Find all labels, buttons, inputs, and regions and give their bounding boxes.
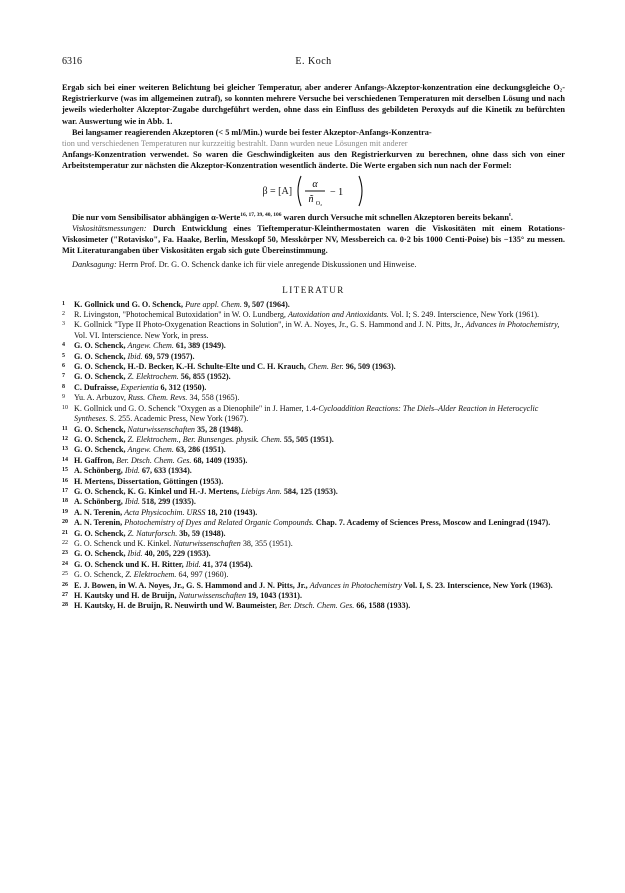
reference-number: 28 bbox=[62, 602, 68, 609]
reference-number: 10 bbox=[62, 404, 68, 411]
reference-item: 1 K. Gollnick und G. O. Schenck, Pure appl. Chem. 9, 507 (1964). bbox=[62, 299, 290, 309]
reference-item: 6 G. O. Schenck, H.-D. Becker, K.-H. Schulte-Elte und C. H. Krauch, Chem. Ber. 96, 509 (1963). bbox=[62, 362, 396, 372]
reference-item: 14 H. Gaffron, Ber. Dtsch. Chem. Ges. 68, 1409 (1935). bbox=[62, 455, 248, 465]
reference-item: 18 A. Schönberg, Ibid. 518, 299 (1935). bbox=[62, 497, 196, 507]
reference-journal: Ibid. bbox=[124, 497, 140, 507]
reference-number: 15 bbox=[62, 467, 68, 474]
reference-journal: Acta Physicochim. URSS bbox=[124, 507, 206, 517]
reference-item: 3 K. Gollnick "Type II Photo-Oxygenation Reactions in Solution", in W. A. Noyes, Jr., G. S. Hammond and J. N. Pitts, Jr., Advances in Photochemistry, Vol. VI. Interscience. New York, in press. bbox=[62, 320, 560, 340]
reference-item: 15 A. Schönberg, Ibid. 67, 633 (1934). bbox=[62, 466, 192, 476]
reference-journal: Z. Naturforsch. bbox=[127, 528, 178, 538]
reference-number: 27 bbox=[62, 592, 68, 599]
formula-denominator-subscript: O₂ bbox=[315, 201, 322, 208]
reference-item: 2 R. Livingston, "Photochemical Butoxidation" in W. O. Lundberg, Autoxidation and Antioxidants. Vol. I; S. 249. Interscience, New York (1961). bbox=[62, 310, 540, 320]
reference-number: 1 bbox=[62, 300, 65, 307]
reference-journal: Chem. Ber. bbox=[307, 362, 344, 372]
reference-item: 22 G. O. Schenck und K. Kinkel. Naturwissenschaften 38, 355 (1951). bbox=[62, 538, 293, 548]
reference-number: 26 bbox=[62, 581, 68, 588]
reference-journal: Experientia bbox=[120, 382, 159, 392]
reference-item: 23 G. O. Schenck, Ibid. 40, 205, 229 (1953). bbox=[62, 549, 211, 559]
formula-minus-one: − 1 bbox=[329, 187, 343, 199]
reference-number: 3 bbox=[62, 321, 65, 328]
formula bbox=[62, 174, 565, 210]
reference-item: 16 H. Mertens, Dissertation, Göttingen (1953). bbox=[62, 476, 224, 486]
reference-item: 9 Yu. A. Arbuzov, Russ. Chem. Revs. 34, 558 (1965). bbox=[62, 393, 240, 403]
paragraph-2: Bei langsamer reagierenden Akzeptoren (< 5 ml/Min.) wurde bei fester Akzeptor-Anfangs-Konzentra- bbox=[72, 127, 432, 137]
reference-item: 7 G. O. Schenck, Z. Elektrochem. 56, 855 (1952). bbox=[62, 372, 231, 382]
reference-journal: Pure appl. Chem. bbox=[185, 299, 242, 309]
reference-journal: Z. Elektrochem. bbox=[127, 372, 179, 382]
reference-journal: Advances in Photochemistry, bbox=[465, 320, 560, 330]
reference-number: 5 bbox=[62, 352, 65, 359]
reference-journal: Autoxidation and Antioxidants. bbox=[287, 310, 389, 320]
reference-journal: Ber. Dtsch. Chem. Ges. bbox=[279, 601, 355, 611]
reference-number: 12 bbox=[62, 435, 68, 442]
reference-item: 13 G. O. Schenck, Angew. Chem. 63, 286 (1951). bbox=[62, 445, 226, 455]
reference-item: 20 A. N. Terenin, Photochemistry of Dyes and Related Organic Compounds. Chap. 7. Academy of Sciences Press, Moscow and Leningrad (1947). bbox=[62, 518, 551, 528]
reference-number: 17 bbox=[62, 487, 68, 494]
reference-item: 26 E. J. Bowen, in W. A. Noyes, Jr., G. S. Hammond and J. N. Pitts, Jr., Advances in Photochemistry Vol. I, S. 23. Interscience, New York (1963). bbox=[62, 580, 553, 590]
reference-number: 24 bbox=[62, 560, 68, 567]
formula-numerator: α bbox=[311, 179, 318, 191]
reference-number: 2 bbox=[62, 311, 65, 318]
reference-item: 19 A. N. Terenin, Acta Physicochim. URSS 18, 210 (1943). bbox=[62, 507, 258, 517]
literature-title: LITERATUR bbox=[282, 284, 345, 295]
reference-journal: Advances in Photochemistry bbox=[309, 580, 402, 590]
reference-journal: Ibid. bbox=[127, 351, 143, 361]
running-head-author: E. Koch bbox=[295, 56, 332, 67]
reference-journal: Ibid. bbox=[185, 559, 201, 569]
reference-item: 28 H. Kautsky, H. de Bruijn, R. Neuwirth und W. Baumeister, Ber. Dtsch. Chem. Ges. 66, 1588 (1933). bbox=[62, 601, 411, 611]
reference-item: 27 H. Kautsky und H. de Bruijn, Naturwissenschaften 19, 1043 (1931). bbox=[62, 591, 303, 601]
reference-journal: Angew. Chem. bbox=[127, 445, 174, 455]
reference-journal: Naturwissenschaften bbox=[173, 538, 241, 548]
reference-number: 18 bbox=[62, 498, 68, 505]
reference-number: 21 bbox=[62, 529, 68, 536]
acknowledgement: Danksagung: Herrn Prof. Dr. G. O. Schenck danke ich für viele anregende Diskussionen und Hinweise. bbox=[72, 260, 417, 270]
reference-item: 5 G. O. Schenck, Ibid. 69, 579 (1957). bbox=[62, 351, 195, 361]
reference-item: 11 G. O. Schenck, Naturwissenschaften 35, 28 (1948). bbox=[62, 424, 243, 434]
paragraph-3: Die nur vom Sensibilisator abhängigen α-Werte$^{16, 17, 39, 40, 106}$ waren durch Versuche mit schnellen Akzeptoren bereits bekann$^t$. bbox=[72, 211, 513, 222]
reference-number: 20 bbox=[62, 519, 68, 526]
reference-journal: Ber. Dtsch. Chem. Ges. bbox=[116, 455, 192, 465]
formula-denominator: ñ bbox=[308, 194, 314, 206]
reference-number: 11 bbox=[62, 425, 68, 432]
reference-number: 7 bbox=[62, 373, 65, 380]
reference-item: 10 K. Gollnick und G. O. Schenck "Oxygen as a Dienophile" in J. Hamer, 1.4-Cycloaddition Reactions: The Diels–Alder Reaction in Heterocyclic Syntheses. S. 255. Academic Press, New York (1967). bbox=[62, 403, 539, 424]
reference-number: 8 bbox=[62, 383, 65, 390]
paragraph-2-rest: Anfangs-Konzentration verwendet. So waren die Geschwindigkeiten aus den Registrierkurven zu berechnen, ohne dass sich von einer Arbeitstemperatur zur nächsten die Akzeptor-Konzentration wesentlich änderte. Die Werte ergaben sich nun nach der Formel: bbox=[62, 150, 565, 171]
reference-number: 4 bbox=[62, 342, 65, 349]
reference-journal: Ibid. bbox=[124, 466, 140, 476]
reference-journal: Photochemistry of Dyes and Related Organic Compounds. bbox=[124, 518, 314, 528]
reference-number: 22 bbox=[62, 539, 68, 546]
reference-item: 4 G. O. Schenck, Angew. Chem. 61, 389 (1949). bbox=[62, 341, 226, 351]
reference-journal: Naturwissenschaften bbox=[178, 591, 247, 601]
reference-journal: Cycloaddition Reactions: The Diels–Alder Reaction in Heterocyclic Syntheses. bbox=[74, 403, 539, 424]
reference-number: 14 bbox=[62, 456, 68, 463]
reference-journal: Naturwissenschaften bbox=[127, 424, 195, 434]
reference-list bbox=[62, 300, 565, 612]
page-header bbox=[62, 56, 565, 70]
reference-journal: Liebigs Ann. bbox=[241, 486, 282, 496]
page-number: 6316 bbox=[62, 56, 82, 67]
reference-item: 17 G. O. Schenck, K. G. Kinkel und H.-J. Mertens, Liebigs Ann. 584, 125 (1953). bbox=[62, 486, 338, 496]
paragraph-2-faint-line: tion und verschiedenen Temperaturen nur kurzzeitig bestrahlt. Dann wurden neue Lösungen mit anderer bbox=[62, 139, 408, 149]
paragraph-1: Ergab sich bei einer weiteren Belichtung bei gleicher Temperatur, aber anderer Anfangs-Akzeptor-konzentration eine deckungsgleiche O₂-Registrierkurve (was im allgemeinen zutraf), so konnten mehrere Versuche bei verschiedenen Temperaturen mit derselben Lösung und nach jeweils wiederholter Akzeptor-Zugabe durchgeführt werden, ohne dass ein Einfluss des gebildeten Peroxyds auf die Kinetik zu befürchten war. Auswertung wie in Abb. 1. bbox=[62, 83, 565, 126]
reference-item: 21 G. O. Schenck, Z. Naturforsch. 3b, 59 (1948). bbox=[62, 528, 226, 538]
reference-number: 9 bbox=[62, 394, 65, 401]
viscosity-label: Viskositätsmessungen: bbox=[72, 223, 147, 233]
formula-fraction bbox=[295, 174, 365, 208]
reference-item: 12 G. O. Schenck, Z. Elektrochem., Ber. Bunsenges. physik. Chem. 55, 505 (1951). bbox=[62, 434, 334, 444]
reference-journal: Angew. Chem. bbox=[127, 341, 174, 351]
reference-number: 16 bbox=[62, 477, 68, 484]
reference-journal: Russ. Chem. Revs. bbox=[127, 393, 188, 403]
reference-item: 24 G. O. Schenck und K. H. Ritter, Ibid. 41, 374 (1954). bbox=[62, 559, 253, 569]
acknowledgement-label: Danksagung: bbox=[72, 260, 117, 270]
page bbox=[62, 56, 565, 612]
paragraph-4: Viskositätsmessungen: Durch Entwicklung eines Tieftemperatur-Kleinthermostaten waren die Viskositäten mit einem Rotations-Viskosimeter ("Rotavisko", Fa. Haake, Berlin, Messkopf 50, Messkörper NV, Messbereich ca. 0·2 bis 1000 Centi-Poise) bis −135° zu messen. Mit Literaturangaben über Viskositäten ergab sich gute Übereinstimmung. bbox=[62, 223, 565, 256]
reference-item: 8 C. Dufraisse, Experientia 6, 312 (1950). bbox=[62, 382, 207, 392]
formula-lhs: β = [A] bbox=[262, 185, 293, 197]
reference-number: 13 bbox=[62, 446, 68, 453]
reference-number: 23 bbox=[62, 550, 68, 557]
reference-item: 25 G. O. Schenck, Z. Elektrochem. 64, 997 (1960). bbox=[62, 570, 229, 580]
reference-number: 25 bbox=[62, 571, 68, 578]
reference-journal: Z. Elektrochem. bbox=[125, 570, 177, 580]
reference-journal: Ibid. bbox=[127, 549, 143, 559]
reference-number: 19 bbox=[62, 508, 68, 515]
reference-journal: Z. Elektrochem., Ber. Bunsenges. physik. Chem. bbox=[127, 434, 282, 444]
paragraph-3-refs: 16, 17, 39, 40, 106 bbox=[240, 211, 282, 218]
reference-number: 6 bbox=[62, 363, 65, 370]
